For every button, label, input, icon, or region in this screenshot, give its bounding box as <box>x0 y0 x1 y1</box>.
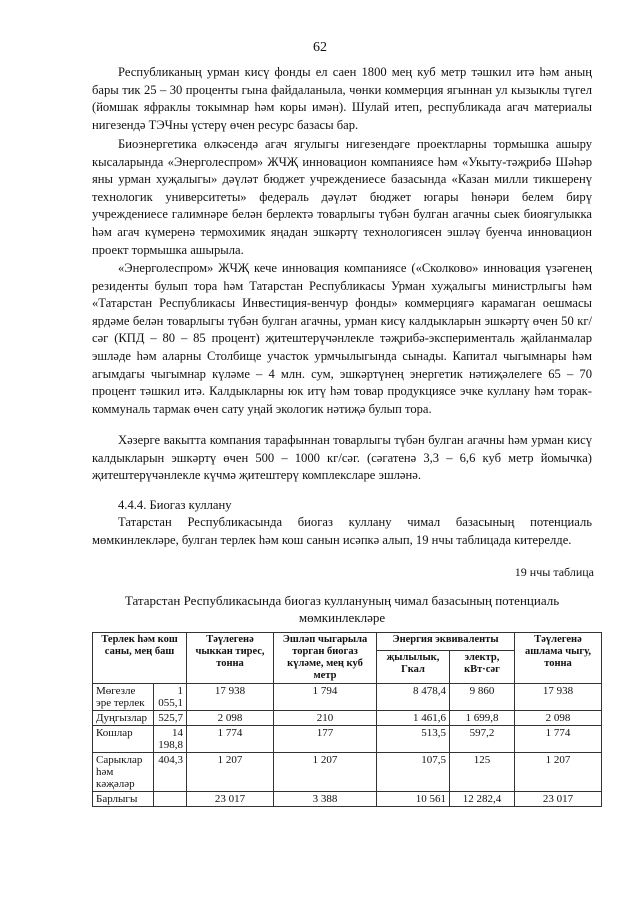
row-heat: 107,5 <box>377 753 450 792</box>
row-heat: 1 461,6 <box>377 711 450 726</box>
row-fert: 2 098 <box>515 711 602 726</box>
row-biogas: 1 207 <box>274 753 377 792</box>
row-manure: 2 098 <box>187 711 274 726</box>
row-biogas: 1 794 <box>274 684 377 711</box>
row-heat: 10 561 <box>377 792 450 807</box>
row-name: Мөгезле эре терлек <box>93 684 154 711</box>
page-number: 62 <box>313 40 327 55</box>
biogas-table <box>92 632 602 807</box>
row-biogas: 210 <box>274 711 377 726</box>
row-biogas: 177 <box>274 726 377 753</box>
row-elec: 1 699,8 <box>450 711 515 726</box>
section-heading: 4.4.4. Биогаз куллану <box>118 498 232 512</box>
table-row <box>93 753 602 792</box>
row-count: 1 055,1 <box>154 684 187 711</box>
paragraph-4: Хәзерге вакытта компания тарафыннан товарлыгы түбән булган агачны һәм урман кисү калдыкларын эшкәртү өчен 500 – 1000 кг/сәг. (сәгатенә 3,3 – 6,6 куб метр йомычка) җитештерүчәнлекле күчмә җитештерү комплексларе эшләнә. <box>92 433 592 483</box>
table-header-row <box>93 633 602 651</box>
row-name: Барлыгы <box>93 792 154 807</box>
table-row <box>93 726 602 753</box>
paragraph-3: «Энерголеспром» ЖЧҖ кече инновация компаниясе («Сколково» инновация үзәгенең резиденты булып тора һәм Татарстан Республикасы Урман хуҗалыгы министрлыгы һәм «Татарстан Республикасы Инвестиция-венчур фонды» коммерциягә карамаган оешмасы ярдәме белән товарлыгы түбән булган агачны, урман кисү калдыкларын эшкәртү өчен 50 кг/сәг (КПД – 80 – 85 процент) җитештерүчәнлекле тәҗрибә-эксперименталь җайланмалар эшләде һәм аларны Столбище участок урмчылыгында сынады. Капитал чыгымнары һәм агымдагы чыгымнар күләме – 4 млн. сум, эшкәртүнең энергетик нәтиҗәлелеге 65 – 70 процент тәшкил итә. Калдыкларны юк итү һәм товар продукциясе эчке куллану һәм торак-коммуналь тармак өчен сату уңай экологик нәтиҗә булып тора. <box>92 261 592 416</box>
header-fertilizer: Тәүлегенә ашлама чыгу, тонна <box>515 633 602 684</box>
section-paragraph: Татарстан Республикасында биогаз куллану чимал базасының потенциаль мөмкинлекләре, булган терлек һәм кош санын исәпкә алып, 19 нчы таблицада китерелде. <box>92 515 592 547</box>
header-manure: Тәүлегенә чыккан тирес, тонна <box>187 633 274 684</box>
row-name: Дуңгызлар <box>93 711 154 726</box>
header-energy: Энергия эквиваленты <box>377 633 515 651</box>
row-count <box>154 792 187 807</box>
paragraph-1: Республиканың урман кисү фонды ел саен 1800 мең куб метр тәшкил итә һәм аның бары тик 25 – 30 проценты гына файдаланыла, чөнки коммерция ягыннан ул кызыклы түгел (йомшак яфраклы токымнар һәм коры имән). Шулай итеп, республикада агач материалы нигезендә ТЭЧны үстерү өчен ресурс базасы бар. <box>92 65 592 132</box>
row-name: Сарыклар һәм кәҗәләр <box>93 753 154 792</box>
row-elec: 12 282,4 <box>450 792 515 807</box>
paragraph-2: Биоэнергетика өлкәсендә агач ягулыгы нигезендәге проектларны тормышка ашыру кысаларында «Энерголеспром» ЖЧҖ инновацион компаниясе һәм «Укыту-тәҗрибә Шәһәр яны урман хуҗалыгы» дәүләт бюджет учреждениесе базасында «Казан милли тикшеренү технологик университеты» федераль дәүләт бюджет югары һөнәри белем бирү учреждениесе галимнәре белән берлектә товарлыгы түбән булган агачны сыек биоягулыкка һәм агач күмеренә термохимик яңадан эшкәртү технологиясен эшләү буенча инновацион проект тормышка ашырыла. <box>92 137 592 257</box>
table-reference: 19 нчы таблица <box>514 565 594 579</box>
row-biogas: 3 388 <box>274 792 377 807</box>
table-row <box>93 711 602 726</box>
row-elec: 597,2 <box>450 726 515 753</box>
header-biogas: Эшләп чыгарыла торган биогаз күләме, мең куб метр <box>274 633 377 684</box>
row-manure: 1 774 <box>187 726 274 753</box>
table-caption: Татарстан Республикасында биогаз куллануның чимал базасының потенциаль мөмкинлекләре <box>124 593 560 625</box>
header-livestock: Терлек һәм кош саны, мең баш <box>93 633 187 684</box>
row-count: 14 198,8 <box>154 726 187 753</box>
row-name: Кошлар <box>93 726 154 753</box>
row-elec: 9 860 <box>450 684 515 711</box>
row-fert: 1 774 <box>515 726 602 753</box>
row-manure: 1 207 <box>187 753 274 792</box>
row-manure: 17 938 <box>187 684 274 711</box>
table-row <box>93 684 602 711</box>
row-heat: 513,5 <box>377 726 450 753</box>
row-fert: 1 207 <box>515 753 602 792</box>
header-energy-heat: җылылык, Гкал <box>377 651 450 684</box>
row-heat: 8 478,4 <box>377 684 450 711</box>
row-manure: 23 017 <box>187 792 274 807</box>
row-count: 404,3 <box>154 753 187 792</box>
row-fert: 23 017 <box>515 792 602 807</box>
row-fert: 17 938 <box>515 684 602 711</box>
header-energy-elec: электр, кВт·сәг <box>450 651 515 684</box>
table-total-row <box>93 792 602 807</box>
row-elec: 125 <box>450 753 515 792</box>
row-count: 525,7 <box>154 711 187 726</box>
